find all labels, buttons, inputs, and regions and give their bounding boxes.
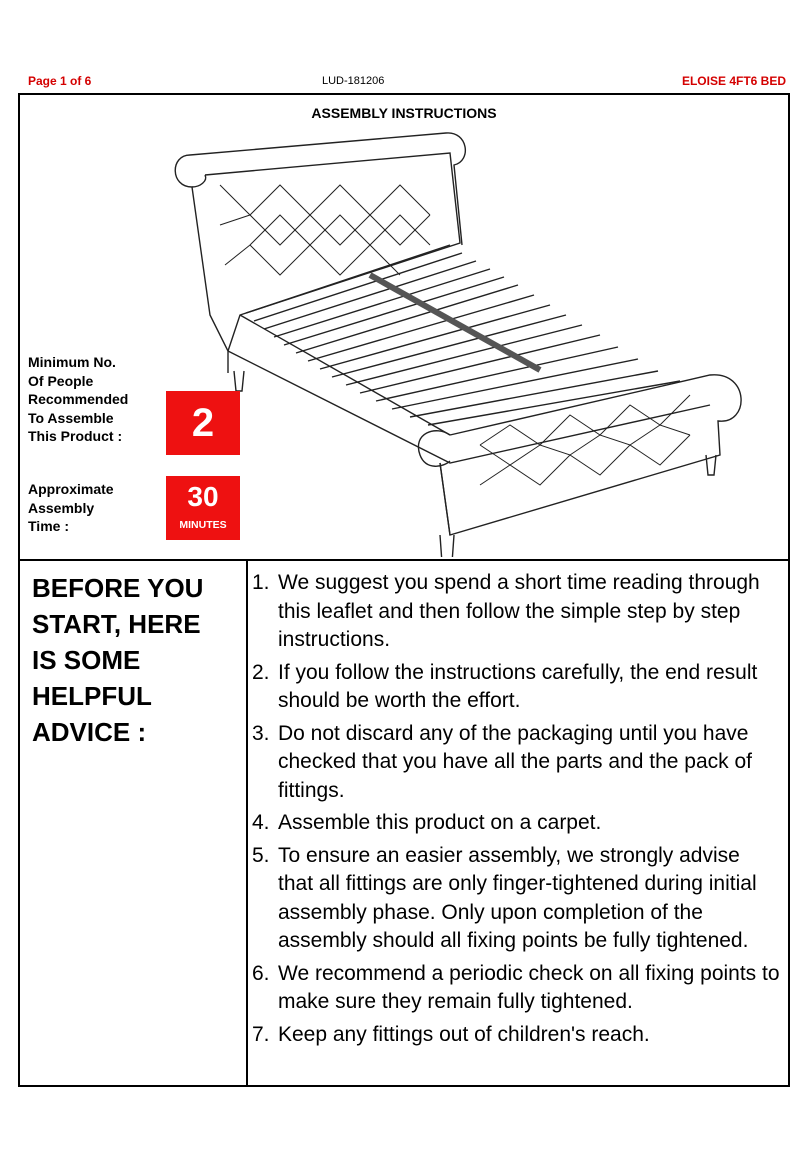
min-people-label: Minimum No. Of People Recommended To Assemble This Product : xyxy=(28,354,129,444)
list-item: 3. Do not discard any of the packaging until you have checked that you have all the parts and the pack of fittings. xyxy=(252,721,752,802)
assembly-time-label: Approximate Assembly Time : xyxy=(28,481,114,534)
bed-illustration xyxy=(150,125,770,557)
advice-heading: BEFORE YOU START, HERE IS SOME HELPFUL ADVICE : xyxy=(20,561,248,1085)
product-code: LUD-181206 xyxy=(322,75,385,87)
list-item: 4. Assemble this product on a carpet. xyxy=(252,811,602,834)
list-item: 6. We recommend a periodic check on all fixing points to make sure they remain fully tightened. xyxy=(252,961,780,1013)
instruction-frame xyxy=(18,93,790,1087)
list-item: 2. If you follow the instructions carefully, the end result should be worth the effort. xyxy=(252,660,758,712)
page-title: ASSEMBLY INSTRUCTIONS xyxy=(311,105,497,121)
assembly-time-badge xyxy=(166,476,240,540)
page-number: Page 1 of 6 xyxy=(28,74,92,88)
list-item: 1. We suggest you spend a short time reading through this leaflet and then follow the simple step by step instructions. xyxy=(252,571,760,651)
time-unit: MINUTES xyxy=(179,519,227,531)
advice-list xyxy=(250,561,788,1053)
list-item: 5. To ensure an easier assembly, we strongly advise that all fittings are only finger-tightened during initial assembly phase. Only upon completion of the assembly should all fixing points be fully tightened. xyxy=(252,843,757,952)
people-count-badge: 2 xyxy=(166,391,240,455)
overview-panel xyxy=(20,95,788,561)
list-item: 7. Keep any fittings out of children's reach. xyxy=(252,1022,650,1046)
time-value: 30 xyxy=(187,481,219,512)
advice-panel xyxy=(20,561,788,1085)
product-name: ELOISE 4FT6 BED xyxy=(681,74,786,88)
